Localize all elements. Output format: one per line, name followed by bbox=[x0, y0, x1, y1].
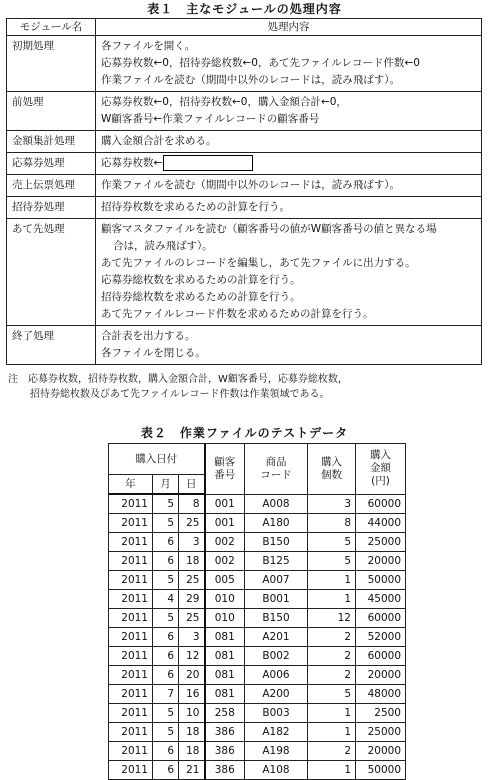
quantity-cell: 5 bbox=[308, 685, 356, 704]
module-row-invite bbox=[7, 197, 482, 219]
note-line-2: 招待券総枚数及びあて先ファイルレコード件数は作業領域である。 bbox=[30, 389, 330, 400]
customer-number-cell: 001 bbox=[205, 494, 245, 514]
quantity-cell: 2 bbox=[308, 628, 356, 647]
month-cell: 5 bbox=[153, 723, 179, 742]
content-line: 顧客マスタファイルを読む（顧客番号の値がW顧客番号の値と異なる場 bbox=[101, 223, 437, 235]
quantity-cell: 1 bbox=[308, 704, 356, 723]
product-code-cell: B150 bbox=[245, 609, 308, 628]
content-line bbox=[101, 155, 476, 172]
month-cell: 6 bbox=[153, 761, 179, 780]
content-line: 作業ファイルを読む（期間中以外のレコードは，読み飛ばす）。 bbox=[101, 74, 401, 86]
amount-cell: 50000 bbox=[356, 761, 406, 780]
amount-cell: 60000 bbox=[356, 494, 406, 514]
module-content bbox=[96, 326, 482, 365]
table-note bbox=[8, 372, 348, 402]
product-code-cell: A180 bbox=[245, 514, 308, 533]
customer-number-cell: 005 bbox=[205, 571, 245, 590]
module-content bbox=[96, 153, 482, 175]
month-cell: 7 bbox=[153, 685, 179, 704]
product-code-cell: A201 bbox=[245, 628, 308, 647]
month-header: 月 bbox=[153, 475, 179, 495]
day-cell: 8 bbox=[179, 494, 205, 514]
day-cell: 12 bbox=[179, 647, 205, 666]
quantity-cell: 2 bbox=[308, 742, 356, 761]
quantity-cell: 12 bbox=[308, 609, 356, 628]
day-cell: 3 bbox=[179, 533, 205, 552]
table1-title: 表１ 主なモジュールの処理内容 bbox=[147, 2, 342, 16]
table-row bbox=[109, 514, 406, 533]
day-cell: 18 bbox=[179, 552, 205, 571]
month-cell: 6 bbox=[153, 742, 179, 761]
month-cell: 5 bbox=[153, 571, 179, 590]
amount-cell: 44000 bbox=[356, 514, 406, 533]
amount-cell: 25000 bbox=[356, 723, 406, 742]
customer-number-cell: 081 bbox=[205, 628, 245, 647]
year-cell: 2011 bbox=[109, 494, 153, 514]
content-line: 各ファイルを開く。 bbox=[101, 40, 196, 52]
content-line: 購入金額合計を求める。 bbox=[101, 135, 217, 147]
content-line: 招待券枚数を求めるための計算を行う。 bbox=[101, 201, 290, 213]
content-line: 作業ファイルを読む（期間中以外のレコードは，読み飛ばす）。 bbox=[101, 179, 401, 191]
test-data-body bbox=[109, 494, 406, 780]
day-cell: 25 bbox=[179, 571, 205, 590]
quantity-cell: 1 bbox=[308, 723, 356, 742]
table-row bbox=[109, 761, 406, 780]
customer-number-cell: 081 bbox=[205, 647, 245, 666]
year-cell: 2011 bbox=[109, 590, 153, 609]
year-cell: 2011 bbox=[109, 704, 153, 723]
year-cell: 2011 bbox=[109, 742, 153, 761]
amount-cell: 2500 bbox=[356, 704, 406, 723]
table-row bbox=[109, 590, 406, 609]
day-cell: 18 bbox=[179, 723, 205, 742]
year-cell: 2011 bbox=[109, 666, 153, 685]
table-row bbox=[109, 628, 406, 647]
module-row-end bbox=[7, 326, 482, 365]
amount-cell: 45000 bbox=[356, 590, 406, 609]
test-data-table bbox=[108, 443, 406, 780]
product-code-cell: A198 bbox=[245, 742, 308, 761]
quantity-cell: 1 bbox=[308, 571, 356, 590]
month-cell: 6 bbox=[153, 647, 179, 666]
table-row bbox=[109, 609, 406, 628]
amount-cell: 20000 bbox=[356, 742, 406, 761]
month-cell: 6 bbox=[153, 552, 179, 571]
month-cell: 5 bbox=[153, 704, 179, 723]
customer-number-cell: 010 bbox=[205, 590, 245, 609]
note-line-1: 注 応募券枚数，招待券枚数，購入金額合計，W顧客番号，応募券総枚数， bbox=[8, 374, 348, 385]
product-code-cell: B001 bbox=[245, 590, 308, 609]
product-code-cell: B002 bbox=[245, 647, 308, 666]
year-cell: 2011 bbox=[109, 514, 153, 533]
year-cell: 2011 bbox=[109, 533, 153, 552]
answer-blank-box bbox=[163, 155, 253, 171]
table2-title: 表２ 作業ファイルのテストデータ bbox=[140, 426, 349, 440]
year-cell: 2011 bbox=[109, 628, 153, 647]
content-line: 応募券総枚数を求めるための計算を行う。 bbox=[101, 274, 301, 286]
module-row-address bbox=[7, 219, 482, 326]
module-content bbox=[96, 131, 482, 153]
module-content bbox=[96, 197, 482, 219]
day-cell: 3 bbox=[179, 628, 205, 647]
customer-number-cell: 081 bbox=[205, 685, 245, 704]
content-line: 各ファイルを閉じる。 bbox=[101, 347, 206, 359]
quantity-cell: 2 bbox=[308, 647, 356, 666]
table-row bbox=[109, 685, 406, 704]
module-row-coupon bbox=[7, 153, 482, 175]
module-content bbox=[96, 175, 482, 197]
product-code-cell: A108 bbox=[245, 761, 308, 780]
product-code-header: 商品 コード bbox=[245, 444, 308, 495]
module-name: 売上伝票処理 bbox=[7, 175, 96, 197]
amount-cell: 25000 bbox=[356, 533, 406, 552]
module-name: あて先処理 bbox=[7, 219, 96, 326]
customer-number-cell: 002 bbox=[205, 533, 245, 552]
customer-number-cell: 002 bbox=[205, 552, 245, 571]
amount-cell: 20000 bbox=[356, 552, 406, 571]
module-row-pre bbox=[7, 92, 482, 131]
day-header: 日 bbox=[179, 475, 205, 495]
customer-number-cell: 081 bbox=[205, 666, 245, 685]
coupon-assign-text: 応募券枚数← bbox=[101, 157, 163, 169]
module-name: 初期処理 bbox=[7, 36, 96, 92]
product-code-cell: B125 bbox=[245, 552, 308, 571]
product-code-cell: A006 bbox=[245, 666, 308, 685]
year-cell: 2011 bbox=[109, 552, 153, 571]
month-cell: 5 bbox=[153, 609, 179, 628]
amount-cell: 52000 bbox=[356, 628, 406, 647]
content-line: 招待券総枚数を求めるための計算を行う。 bbox=[101, 291, 301, 303]
process-content-header: 処理内容 bbox=[96, 19, 482, 36]
module-table bbox=[6, 18, 482, 365]
product-code-cell: A007 bbox=[245, 571, 308, 590]
year-cell: 2011 bbox=[109, 609, 153, 628]
amount-cell: 50000 bbox=[356, 571, 406, 590]
year-cell: 2011 bbox=[109, 647, 153, 666]
module-content bbox=[96, 36, 482, 92]
content-line: 合は，読み飛ばす）。 bbox=[113, 240, 213, 252]
year-cell: 2011 bbox=[109, 723, 153, 742]
content-line: W顧客番号←作業ファイルレコードの顧客番号 bbox=[101, 113, 320, 125]
table-row bbox=[109, 666, 406, 685]
product-code-cell: B003 bbox=[245, 704, 308, 723]
day-cell: 25 bbox=[179, 514, 205, 533]
quantity-cell: 5 bbox=[308, 533, 356, 552]
year-cell: 2011 bbox=[109, 761, 153, 780]
day-cell: 10 bbox=[179, 704, 205, 723]
product-code-cell: A200 bbox=[245, 685, 308, 704]
month-cell: 6 bbox=[153, 533, 179, 552]
customer-number-header: 顧客 番号 bbox=[205, 444, 245, 495]
module-name-header: モジュール名 bbox=[7, 19, 96, 36]
month-cell: 5 bbox=[153, 514, 179, 533]
customer-number-cell: 386 bbox=[205, 723, 245, 742]
year-cell: 2011 bbox=[109, 685, 153, 704]
module-row-initial bbox=[7, 36, 482, 92]
content-line: 合計表を出力する。 bbox=[101, 330, 196, 342]
module-content bbox=[96, 92, 482, 131]
table-row bbox=[109, 494, 406, 514]
month-cell: 5 bbox=[153, 494, 179, 514]
table-row bbox=[109, 647, 406, 666]
customer-number-cell: 258 bbox=[205, 704, 245, 723]
content-line: 応募券枚数←0，招待券枚数←0，購入金額合計←0， bbox=[101, 96, 347, 108]
customer-number-cell: 386 bbox=[205, 761, 245, 780]
table-row bbox=[109, 723, 406, 742]
month-cell: 6 bbox=[153, 628, 179, 647]
quantity-cell: 8 bbox=[308, 514, 356, 533]
table-row bbox=[109, 571, 406, 590]
module-row-amount bbox=[7, 131, 482, 153]
product-code-cell: A008 bbox=[245, 494, 308, 514]
customer-number-cell: 010 bbox=[205, 609, 245, 628]
quantity-cell: 1 bbox=[308, 590, 356, 609]
day-cell: 18 bbox=[179, 742, 205, 761]
table-row bbox=[109, 742, 406, 761]
content-line: あて先ファイルレコード件数を求めるための計算を行う。 bbox=[101, 308, 374, 320]
product-code-cell: A182 bbox=[245, 723, 308, 742]
table-row bbox=[109, 552, 406, 571]
day-cell: 21 bbox=[179, 761, 205, 780]
module-name: 金額集計処理 bbox=[7, 131, 96, 153]
day-cell: 16 bbox=[179, 685, 205, 704]
customer-number-cell: 001 bbox=[205, 514, 245, 533]
module-name: 招待券処理 bbox=[7, 197, 96, 219]
day-cell: 25 bbox=[179, 609, 205, 628]
amount-cell: 60000 bbox=[356, 609, 406, 628]
year-header: 年 bbox=[109, 475, 153, 495]
quantity-cell: 1 bbox=[308, 761, 356, 780]
amount-cell: 20000 bbox=[356, 666, 406, 685]
quantity-cell: 3 bbox=[308, 494, 356, 514]
amount-cell: 60000 bbox=[356, 647, 406, 666]
customer-number-cell: 386 bbox=[205, 742, 245, 761]
module-name: 応募券処理 bbox=[7, 153, 96, 175]
module-row-sales bbox=[7, 175, 482, 197]
purchase-date-header: 購入日付 bbox=[109, 444, 205, 475]
quantity-cell: 2 bbox=[308, 666, 356, 685]
amount-header: 購入 金額 (円) bbox=[356, 444, 406, 495]
table-row bbox=[109, 704, 406, 723]
product-code-cell: B150 bbox=[245, 533, 308, 552]
month-cell: 4 bbox=[153, 590, 179, 609]
month-cell: 6 bbox=[153, 666, 179, 685]
module-name: 終了処理 bbox=[7, 326, 96, 365]
content-line: あて先ファイルのレコードを編集し，あて先ファイルに出力する。 bbox=[101, 257, 416, 269]
amount-cell: 48000 bbox=[356, 685, 406, 704]
content-line: 応募券枚数←0，招待券総枚数←0，あて先ファイルレコード件数←0 bbox=[101, 57, 420, 69]
day-cell: 20 bbox=[179, 666, 205, 685]
day-cell: 29 bbox=[179, 590, 205, 609]
quantity-cell: 5 bbox=[308, 552, 356, 571]
module-name: 前処理 bbox=[7, 92, 96, 131]
year-cell: 2011 bbox=[109, 571, 153, 590]
quantity-header: 購入 個数 bbox=[308, 444, 356, 495]
module-content bbox=[96, 219, 482, 326]
table-row bbox=[109, 533, 406, 552]
